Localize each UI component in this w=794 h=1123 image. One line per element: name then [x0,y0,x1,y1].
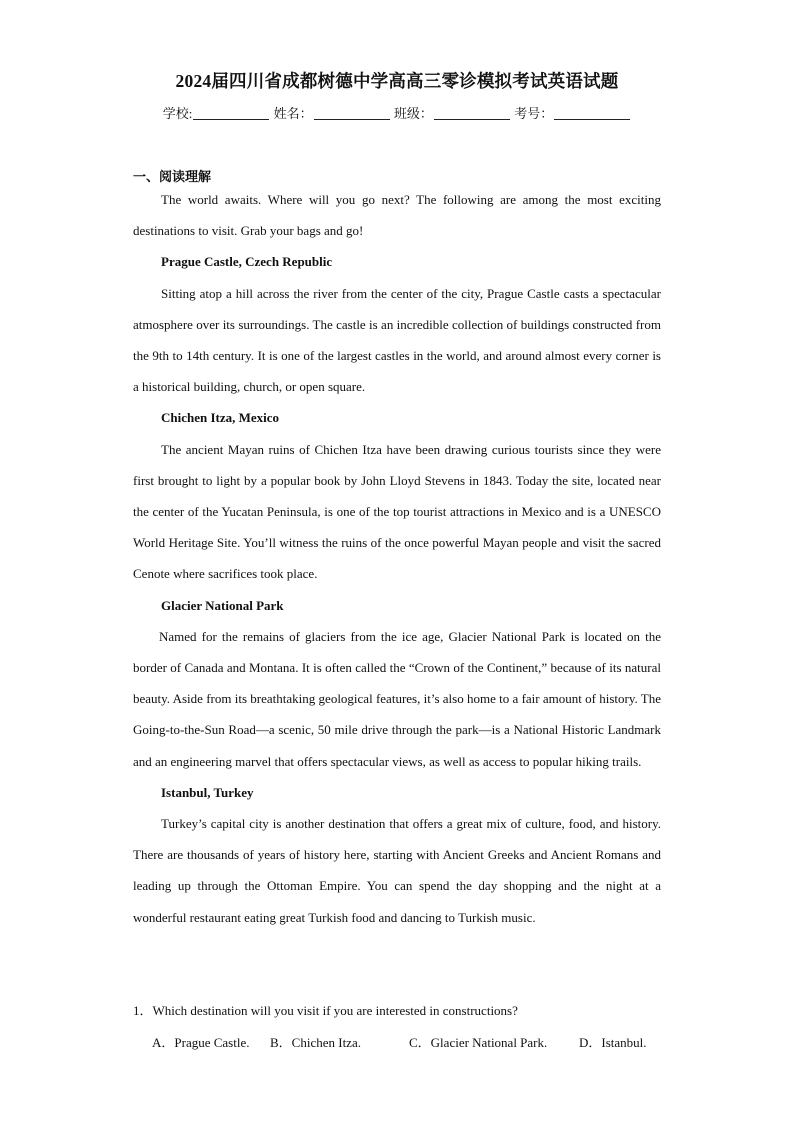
class-label: 班级： [393,106,433,121]
destination-heading: Istanbul, Turkey [161,784,254,800]
option-c[interactable]: C．Glacier National Park. [409,1035,548,1050]
passage-intro: The world awaits. Where will you go next? The following are among the most exciting destinations to visit. Grab your bags and go! [133,192,661,239]
question-text: Which destination will you visit if you are interested in constructions? [152,1003,518,1018]
destination-text: The ancient Mayan ruins of Chichen Itza have been drawing curious tourists since they were first brought to light by a popular book by John Lloyd Stevens in 1843. Today the site, located near the center of the Yucatan Peninsula, is one of the top tourist attractions in Mexico and is a UNESCO World Heritage Site. You’ll witness the ruins of the once powerful Mayan people and visit the sacred Cenote where sacrifices took place. [133,441,661,582]
question-1 [133,1000,518,1019]
option-b[interactable]: B．Chichen Itza. [270,1035,361,1050]
destination-text: Turkey’s capital city is another destination that offers a great mix of culture, food, and history. There are thousands of years of history here, starting with Ancient Greeks and Ancient Romans and leading up through the Ottoman Empire. You can spend the day shopping and the night at a wonderful restaurant eating great Turkish food and dancing to Turkish music. [133,816,661,925]
destination-text: Named for the remains of glaciers from the ice age, Glacier National Park is located on the border of Canada and Montana. It is often called the “Crown of the Continent,” because of its natural beauty. Aside from its breathtaking geological features, it’s also home to a fair amount of history. The Going-to-the-Sun Road—a scenic, 50 mile drive through the park—is a National Historic Landmark and an engineering marvel that offers spectacular views, as well as access to popular hiking trails. [133,628,661,769]
reading-passage [133,184,661,933]
option-a[interactable]: A．Prague Castle. [152,1035,250,1050]
exam-title: 2024届四川省成都树德中学高高三零诊模拟考试英语试题 [175,71,619,91]
school-blank[interactable] [193,107,269,120]
destination-text: Sitting atop a hill across the river from the center of the city, Prague Castle casts a spectacular atmosphere over its surroundings. The castle is an incredible collection of buildings constructed from the 9th to 14th century. It is one of the largest castles in the world, and around almost every corner is a historical building, church, or open square. [133,285,661,395]
option-d[interactable]: D．Istanbul. [579,1035,647,1050]
destination-heading: Glacier National Park [161,597,284,613]
destination-heading: Prague Castle, Czech Republic [161,254,333,270]
class-blank[interactable] [434,107,510,120]
student-info-line [0,103,794,122]
destination-heading: Chichen Itza, Mexico [161,410,280,426]
question-number: 1． [133,1003,153,1018]
exam-no-label: 考号： [514,106,554,121]
section-heading: 一、阅读理解 [133,169,212,184]
school-label: 学校: [162,106,193,121]
exam-no-blank[interactable] [554,107,630,120]
name-blank[interactable] [314,107,390,120]
name-label: 姓名： [273,106,313,121]
